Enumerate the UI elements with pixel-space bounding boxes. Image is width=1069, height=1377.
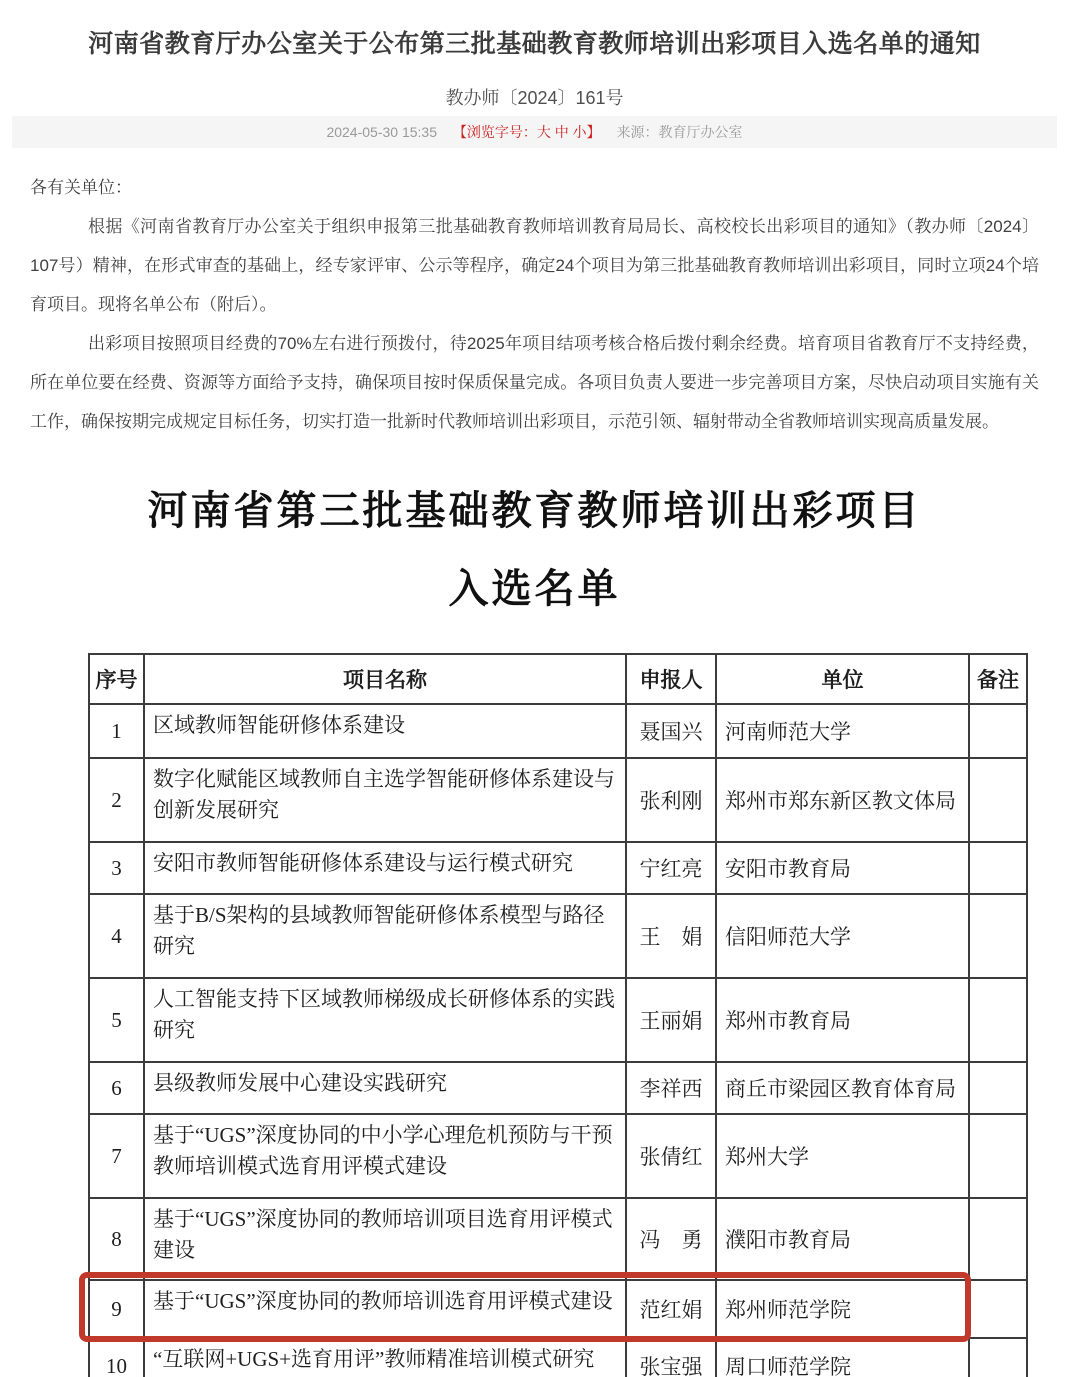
applicant-name: 冯 勇 [626, 1198, 716, 1280]
font-size-controls[interactable]: 【浏览字号：大 中 小】 [452, 124, 601, 140]
applicant-name: 李祥西 [626, 1062, 716, 1114]
unit-name: 商丘市梁园区教育体育局 [716, 1062, 969, 1114]
unit-name: 郑州市教育局 [716, 978, 969, 1062]
remark [969, 1114, 1027, 1198]
applicant-name: 王 娟 [626, 894, 716, 978]
attachment-title-line2: 入选名单 [448, 566, 621, 611]
results-table-wrap [88, 653, 1026, 1377]
results-table-head-row [89, 654, 1027, 704]
applicant-name: 张利刚 [626, 758, 716, 842]
attachment-document [0, 441, 1069, 1377]
remark [969, 978, 1027, 1062]
table-row [89, 1198, 1027, 1280]
body-paragraph: 根据《河南省教育厅办公室关于组织申报第三批基础教育教师培训教育局局长、高校校长出彩项目的通知》（教办师〔2024〕107号）精神，在形式审查的基础上，经专家评审、公示等程序，确定24个项目为第三批基础教育教师培训出彩项目，同时立项24个培育项目。现将名单公布（附后）。 [30, 217, 1039, 314]
unit-name: 河南师范大学 [716, 704, 969, 758]
remark [969, 1062, 1027, 1114]
table-row [89, 1280, 1027, 1338]
unit-name: 信阳师范大学 [716, 894, 969, 978]
row-number: 8 [89, 1198, 144, 1280]
column-header: 申报人 [626, 654, 716, 704]
applicant-name: 范红娟 [626, 1280, 716, 1338]
salutation: 各有关单位： [30, 178, 132, 197]
row-number: 2 [89, 758, 144, 842]
remark [969, 1280, 1027, 1338]
publish-datetime: 2024-05-30 15:35 [326, 124, 437, 140]
body-paragraph: 出彩项目按照项目经费的70%左右进行预拨付，待2025年项目结项考核合格后拨付剩余经费。培育项目省教育厅不支持经费，所在单位要在经费、资源等方面给予支持，确保项目按时保质保量完成。各项目负责人要进一步完善项目方案，尽快启动项目实施有关工作，确保按期完成规定目标任务，切实打造一批新时代教师培训出彩项目，示范引领、辐射带动全省教师培训实现高质量发展。 [30, 334, 1039, 431]
remark [969, 842, 1027, 894]
column-header: 序号 [89, 654, 144, 704]
row-number: 4 [89, 894, 144, 978]
remark [969, 894, 1027, 978]
attachment-title-line1: 河南省第三批基础教育教师培训出彩项目 [147, 488, 922, 533]
meta-bar [12, 116, 1057, 148]
table-row [89, 978, 1027, 1062]
source-label: 来源：教育厅办公室 [616, 124, 743, 140]
remark [969, 758, 1027, 842]
table-row [89, 704, 1027, 758]
remark [969, 704, 1027, 758]
table-row [89, 894, 1027, 978]
project-name: 县级教师发展中心建设实践研究 [144, 1062, 626, 1114]
table-row [89, 758, 1027, 842]
row-number: 5 [89, 978, 144, 1062]
remark [969, 1198, 1027, 1280]
unit-name: 濮阳市教育局 [716, 1198, 969, 1280]
row-number: 6 [89, 1062, 144, 1114]
project-name: 基于“UGS”深度协同的教师培训选育用评模式建设 [144, 1280, 626, 1338]
unit-name: 安阳市教育局 [716, 842, 969, 894]
column-header: 项目名称 [144, 654, 626, 704]
unit-name: 郑州大学 [716, 1114, 969, 1198]
project-name: 区域教师智能研修体系建设 [144, 704, 626, 758]
notice-body [30, 148, 1039, 441]
column-header: 单位 [716, 654, 969, 704]
table-row [89, 1338, 1027, 1377]
row-number: 3 [89, 842, 144, 894]
doc-number: 教办师〔2024〕161号 [445, 88, 624, 108]
column-header: 备注 [969, 654, 1027, 704]
project-name: “互联网+UGS+选育用评”教师精准培训模式研究 [144, 1338, 626, 1377]
project-name: 人工智能支持下区域教师梯级成长研修体系的实践研究 [144, 978, 626, 1062]
results-table-body [89, 704, 1027, 1377]
page-title: 河南省教育厅办公室关于公布第三批基础教育教师培训出彩项目入选名单的通知 [88, 30, 981, 58]
applicant-name: 王丽娟 [626, 978, 716, 1062]
applicant-name: 张倩红 [626, 1114, 716, 1198]
project-name: 基于“UGS”深度协同的中小学心理危机预防与干预教师培训模式选育用评模式建设 [144, 1114, 626, 1198]
row-number: 9 [89, 1280, 144, 1338]
table-row [89, 1114, 1027, 1198]
unit-name: 周口师范学院 [716, 1338, 969, 1377]
unit-name: 郑州师范学院 [716, 1280, 969, 1338]
project-name: 基于B/S架构的县域教师智能研修体系模型与路径研究 [144, 894, 626, 978]
row-number: 1 [89, 704, 144, 758]
unit-name: 郑州市郑东新区教文体局 [716, 758, 969, 842]
row-number: 10 [89, 1338, 144, 1377]
results-table [88, 653, 1028, 1377]
applicant-name: 聂国兴 [626, 704, 716, 758]
remark [969, 1338, 1027, 1377]
project-name: 安阳市教师智能研修体系建设与运行模式研究 [144, 842, 626, 894]
row-number: 7 [89, 1114, 144, 1198]
applicant-name: 宁红亮 [626, 842, 716, 894]
applicant-name: 张宝强 [626, 1338, 716, 1377]
project-name: 基于“UGS”深度协同的教师培训项目选育用评模式建设 [144, 1198, 626, 1280]
table-row [89, 1062, 1027, 1114]
table-row [89, 842, 1027, 894]
project-name: 数字化赋能区域教师自主选学智能研修体系建设与创新发展研究 [144, 758, 626, 842]
